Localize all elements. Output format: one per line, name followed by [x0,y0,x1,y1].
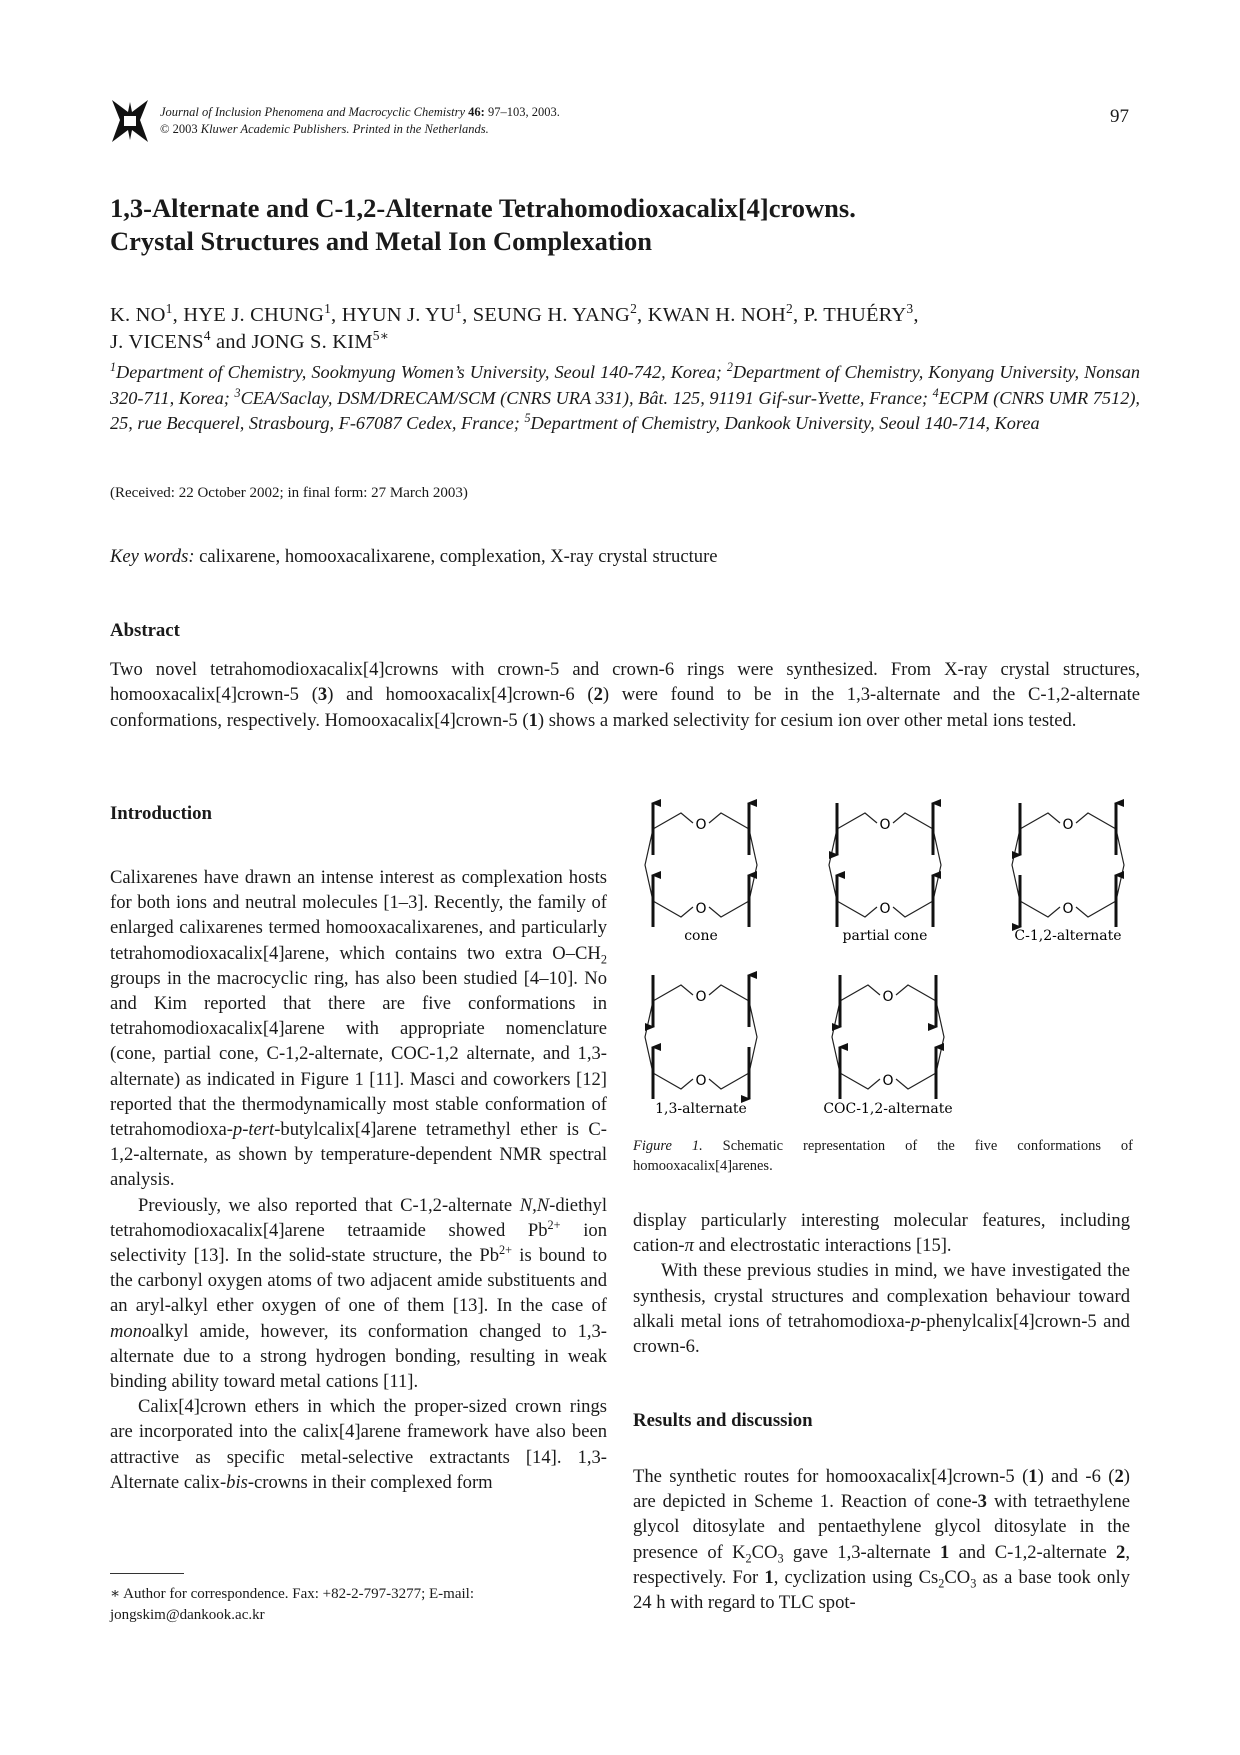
italic: bis [226,1471,248,1493]
affiliation: Department of Chemistry, Dankook University, Seoul 140-714, Korea [530,413,1040,433]
oxygen-label: O [695,1073,707,1089]
text: ion selectivity [13]. In the solid-state structure, the Pb [110,1219,607,1267]
text: Previously, we also reported that C-1,2-alternate [138,1194,520,1216]
compound-ref: 2 [1116,1541,1126,1563]
author-and: and [216,331,247,353]
abstract-text: ) shows a marked selectivity for cesium ion over other metal ions tested. [537,709,1077,731]
author: P. THUÉRY [803,304,907,326]
copyright: © 2003 [160,122,198,136]
text: With these previous studies in mind, we have investigated the synthesis, crystal structures and complexation behaviour toward alkali metal ions of tetrahomodioxa- [633,1260,1130,1332]
compound-ref: 1 [940,1541,950,1563]
footnote-mark: ∗ [110,1586,121,1602]
intro-paragraph-1 [110,865,607,1193]
author: HYE J. CHUNG [183,304,325,326]
subscript: 2 [745,1551,752,1566]
text: ) and -6 ( [1037,1466,1115,1487]
author: KWAN H. NOH [647,304,786,326]
journal-header [160,104,760,138]
text: as a base took only 24 h with regard to TLC spot- [633,1566,1130,1614]
keywords [110,546,718,568]
footnote-text: Author for correspondence. Fax: +82-2-797-3277; E-mail: jongskim@dankook.ac.kr [110,1586,474,1623]
results-body [633,1464,1130,1615]
text: -crowns in their complexed form [247,1471,493,1493]
oxygen-label: O [695,901,707,917]
compound-ref: 2 [593,684,603,706]
text: is bound to the carbonyl oxygen atoms of two adjacent amide substituents and an aryl-alkyl ether oxygen of one of them [13]. In the case of [110,1245,607,1317]
text: ) are depicted in Scheme 1. Reaction of cone- [633,1466,1130,1513]
author-sup: 1 [165,301,173,317]
subscript: 2 [938,1576,945,1591]
printed-in: Printed in the Netherlands. [352,122,489,136]
caption-text: Schematic representation of the five conformations of homooxacalix[4]arenes. [633,1138,1133,1174]
text: CO [944,1566,971,1588]
text: and C-1,2-alternate [949,1541,1117,1563]
compound-ref: 2 [1114,1466,1124,1487]
author: HYUN J. YU [341,304,456,326]
text: gave 1,3-alternate [783,1541,941,1563]
text: - [242,1119,249,1141]
label-c12-alternate: C-1,2-alternate [1014,928,1122,944]
affil-sup: 4 [932,385,939,400]
label-13-alternate: 1,3-alternate [655,1101,747,1117]
text: alkyl amide, however, its conformation changed to 1,3-alternate due to a strong hydrogen bonding, resulting in weak binding ability toward metal cations [11]. [110,1320,607,1393]
oxygen-label: O [695,817,707,833]
conformation-unit [1012,803,1124,927]
label-cone: cone [684,928,718,944]
keywords-text: calixarene, homooxacalixarene, complexation, X-ray crystal structure [194,546,718,567]
italic: N,N [519,1194,550,1216]
oxygen-label: O [879,901,891,917]
author-sup: 1 [455,301,463,317]
text: groups in the macrocyclic ring, has also been studied [4–10]. No and Kim reported that there are five conformations in tetrahomodioxacalix[4]arene with appropriate nomenclature (cone, partial cone, C-1,2-alternate, COC-1,2 alternate, and 1,3-alternate) as indicated in Figure 1 [11]. Masci and coworkers [12] reported that the thermodynamically most stable conformation of tetrahomodioxa- [110,967,607,1141]
oxygen-label: O [882,989,894,1005]
publisher-logo [110,98,150,144]
affiliation: Department of Chemistry, Sookmyung Women’s University, Seoul 140-742, Korea; [116,362,727,382]
oxygen-label: O [882,1073,894,1089]
intro-paragraph-3-cont [633,1208,1130,1258]
text: with tetraethylene glycol ditosylate and pentaethylene glycol ditosylate in the presence of K [633,1491,1130,1563]
affiliation: Department of Chemistry, Konyang University, Nonsan 320-711, Korea; [110,362,1140,408]
subscript: 3 [777,1551,784,1566]
text: display particularly interesting molecular features, including cation- [633,1210,1130,1257]
introduction-heading: Introduction [110,803,212,824]
affil-sup: 2 [726,359,733,374]
subscript: 2 [600,952,607,967]
author-sup: 2 [785,301,793,317]
abstract-body [110,657,1140,733]
author-list: K. $NO^1$, HYE J. CHUNG$^1$, HYUN J. $YU^1$, SEUNG H. YANG$^2$, KWAN H. NOH$^2$, P. THUÉRY$^3$, J. VICENS$^4$ and JONG S. $KIM^{5∗}$ [110,301,919,353]
text: and electrostatic interactions [15]. [693,1235,952,1257]
italic: tert [248,1119,275,1141]
conformation-unit [645,975,757,1099]
author-sup: 3 [906,301,914,317]
abstract-text: Two novel tetrahomodioxacalix[4]crowns with crown-5 and crown-6 rings were synthesized. From X-ray crystal structures, homooxacalix[4]crown-5 ( [110,659,1140,706]
conformation-unit [829,803,941,927]
figure-1-conformations [633,795,1138,1135]
author: J. VICENS [110,331,204,353]
italic: mono [110,1320,152,1342]
journal-volume: 46: [468,105,485,119]
footnote [110,1584,607,1626]
author: SEUNG H. YANG [472,304,631,326]
affiliation: ECPM (CNRS UMR 7512), 25, rue Becquerel, Strasbourg, F-67087 Cedex, France; [110,387,1140,433]
compound-ref: 3 [317,684,328,706]
page-number: 97 [1110,106,1129,127]
oxygen-label: O [879,817,891,833]
affiliation: CEA/Saclay, DSM/DRECAM/SCM (CNRS URA 331), Bât. 125, 91191 Gif-sur-Yvette, France; [240,387,933,408]
author-sup: 1 [324,301,332,317]
results-heading: Results and discussion [633,1410,813,1431]
oxygen-label: O [1062,901,1074,917]
superscript: 2+ [547,1217,561,1232]
affil-sup: 1 [110,359,117,374]
abstract-text: ) and homooxacalix[4]crown-6 ( [327,684,594,706]
results-paragraph-1 [633,1464,1130,1615]
superscript: 2+ [499,1242,513,1257]
author: K. NO [110,304,166,326]
intro-paragraph-4 [633,1258,1130,1359]
oxygen-label: O [1062,817,1074,833]
compound-ref: 1 [764,1566,774,1588]
italic: π [684,1235,694,1257]
text: Calixarenes have drawn an intense interest as complexation hosts for both ions and neutral molecules [1–3]. Recently, the family of enlarged calixarenes termed homooxacalixarenes, and particularly tetrahomodioxacalix[4]arene, which contains two extra O–CH [110,867,607,964]
journal-name: Journal of Inclusion Phenomena and Macrocyclic Chemistry [160,105,466,119]
compound-ref: 3 [977,1491,987,1513]
received-dates: (Received: 22 October 2002; in final form: 27 March 2003) [110,485,468,501]
publisher: Kluwer Academic Publishers. [200,122,350,136]
author: JONG S. KIM [251,331,373,353]
compound-ref: 1 [1028,1466,1038,1487]
affil-sup: 5 [524,410,531,425]
title-line-1: 1,3-Alternate and C-1,2-Alternate Tetrahomodioxacalix[4]crowns. [110,193,856,223]
keywords-label: Key words: [110,546,195,567]
affil-sup: 3 [234,385,241,400]
conformation-unit [832,975,944,1099]
text: , cyclization using Cs [773,1566,939,1588]
text: -diethyl tetrahomodioxacalix[4]arene tetraamide showed Pb [110,1194,607,1241]
paper-title [110,192,1140,258]
subscript: 3 [970,1576,977,1591]
footnote-rule [110,1573,184,1574]
text: The synthetic routes for homooxacalix[4]crown-5 ( [633,1466,1029,1487]
intro-paragraph-3 [110,1394,607,1495]
figure-1-caption [633,1136,1133,1176]
affiliations [110,360,1140,437]
text: Calix[4]crown ethers in which the proper-sized crown rings are incorporated into the calix[4]arene framework have also been attractive as specific metal-selective extractants [14]. 1,3-Alternate calix- [110,1396,607,1493]
abstract-heading: Abstract [110,620,180,641]
text: -phenylcalix[4]crown-5 and crown-6. [633,1310,1130,1358]
intro-paragraph-2 [110,1193,607,1395]
label-coc12-alternate: COC-1,2-alternate [823,1101,953,1117]
author-sup: 2 [630,301,638,317]
conformation-unit [645,803,757,927]
caption-label: Figure 1. [633,1138,703,1154]
title-line-2: Crystal Structures and Metal Ion Complexation [110,226,653,256]
italic: p [910,1310,921,1332]
journal-pages: 97–103, 2003. [487,105,560,119]
introduction-left-column [110,865,607,1495]
text: -butylcalix[4]arene tetramethyl ether is C-1,2-alternate, as shown by temperature-dependent NMR spectral analysis. [110,1119,607,1191]
oxygen-label: O [695,989,707,1005]
italic: p [232,1119,243,1141]
text: , respectively. For [633,1541,1130,1588]
author-sup: 5∗ [372,328,390,344]
abstract-text: ) were found to be in the 1,3-alternate and the C-1,2-alternate conformations, respectively. Homooxacalix[4]crown-5 ( [110,684,1140,731]
label-partial-cone: partial cone [842,928,928,944]
compound-ref: 1 [528,709,538,731]
author-sup: 4 [203,328,211,344]
text: CO [751,1541,778,1563]
introduction-right-column [633,1208,1130,1359]
